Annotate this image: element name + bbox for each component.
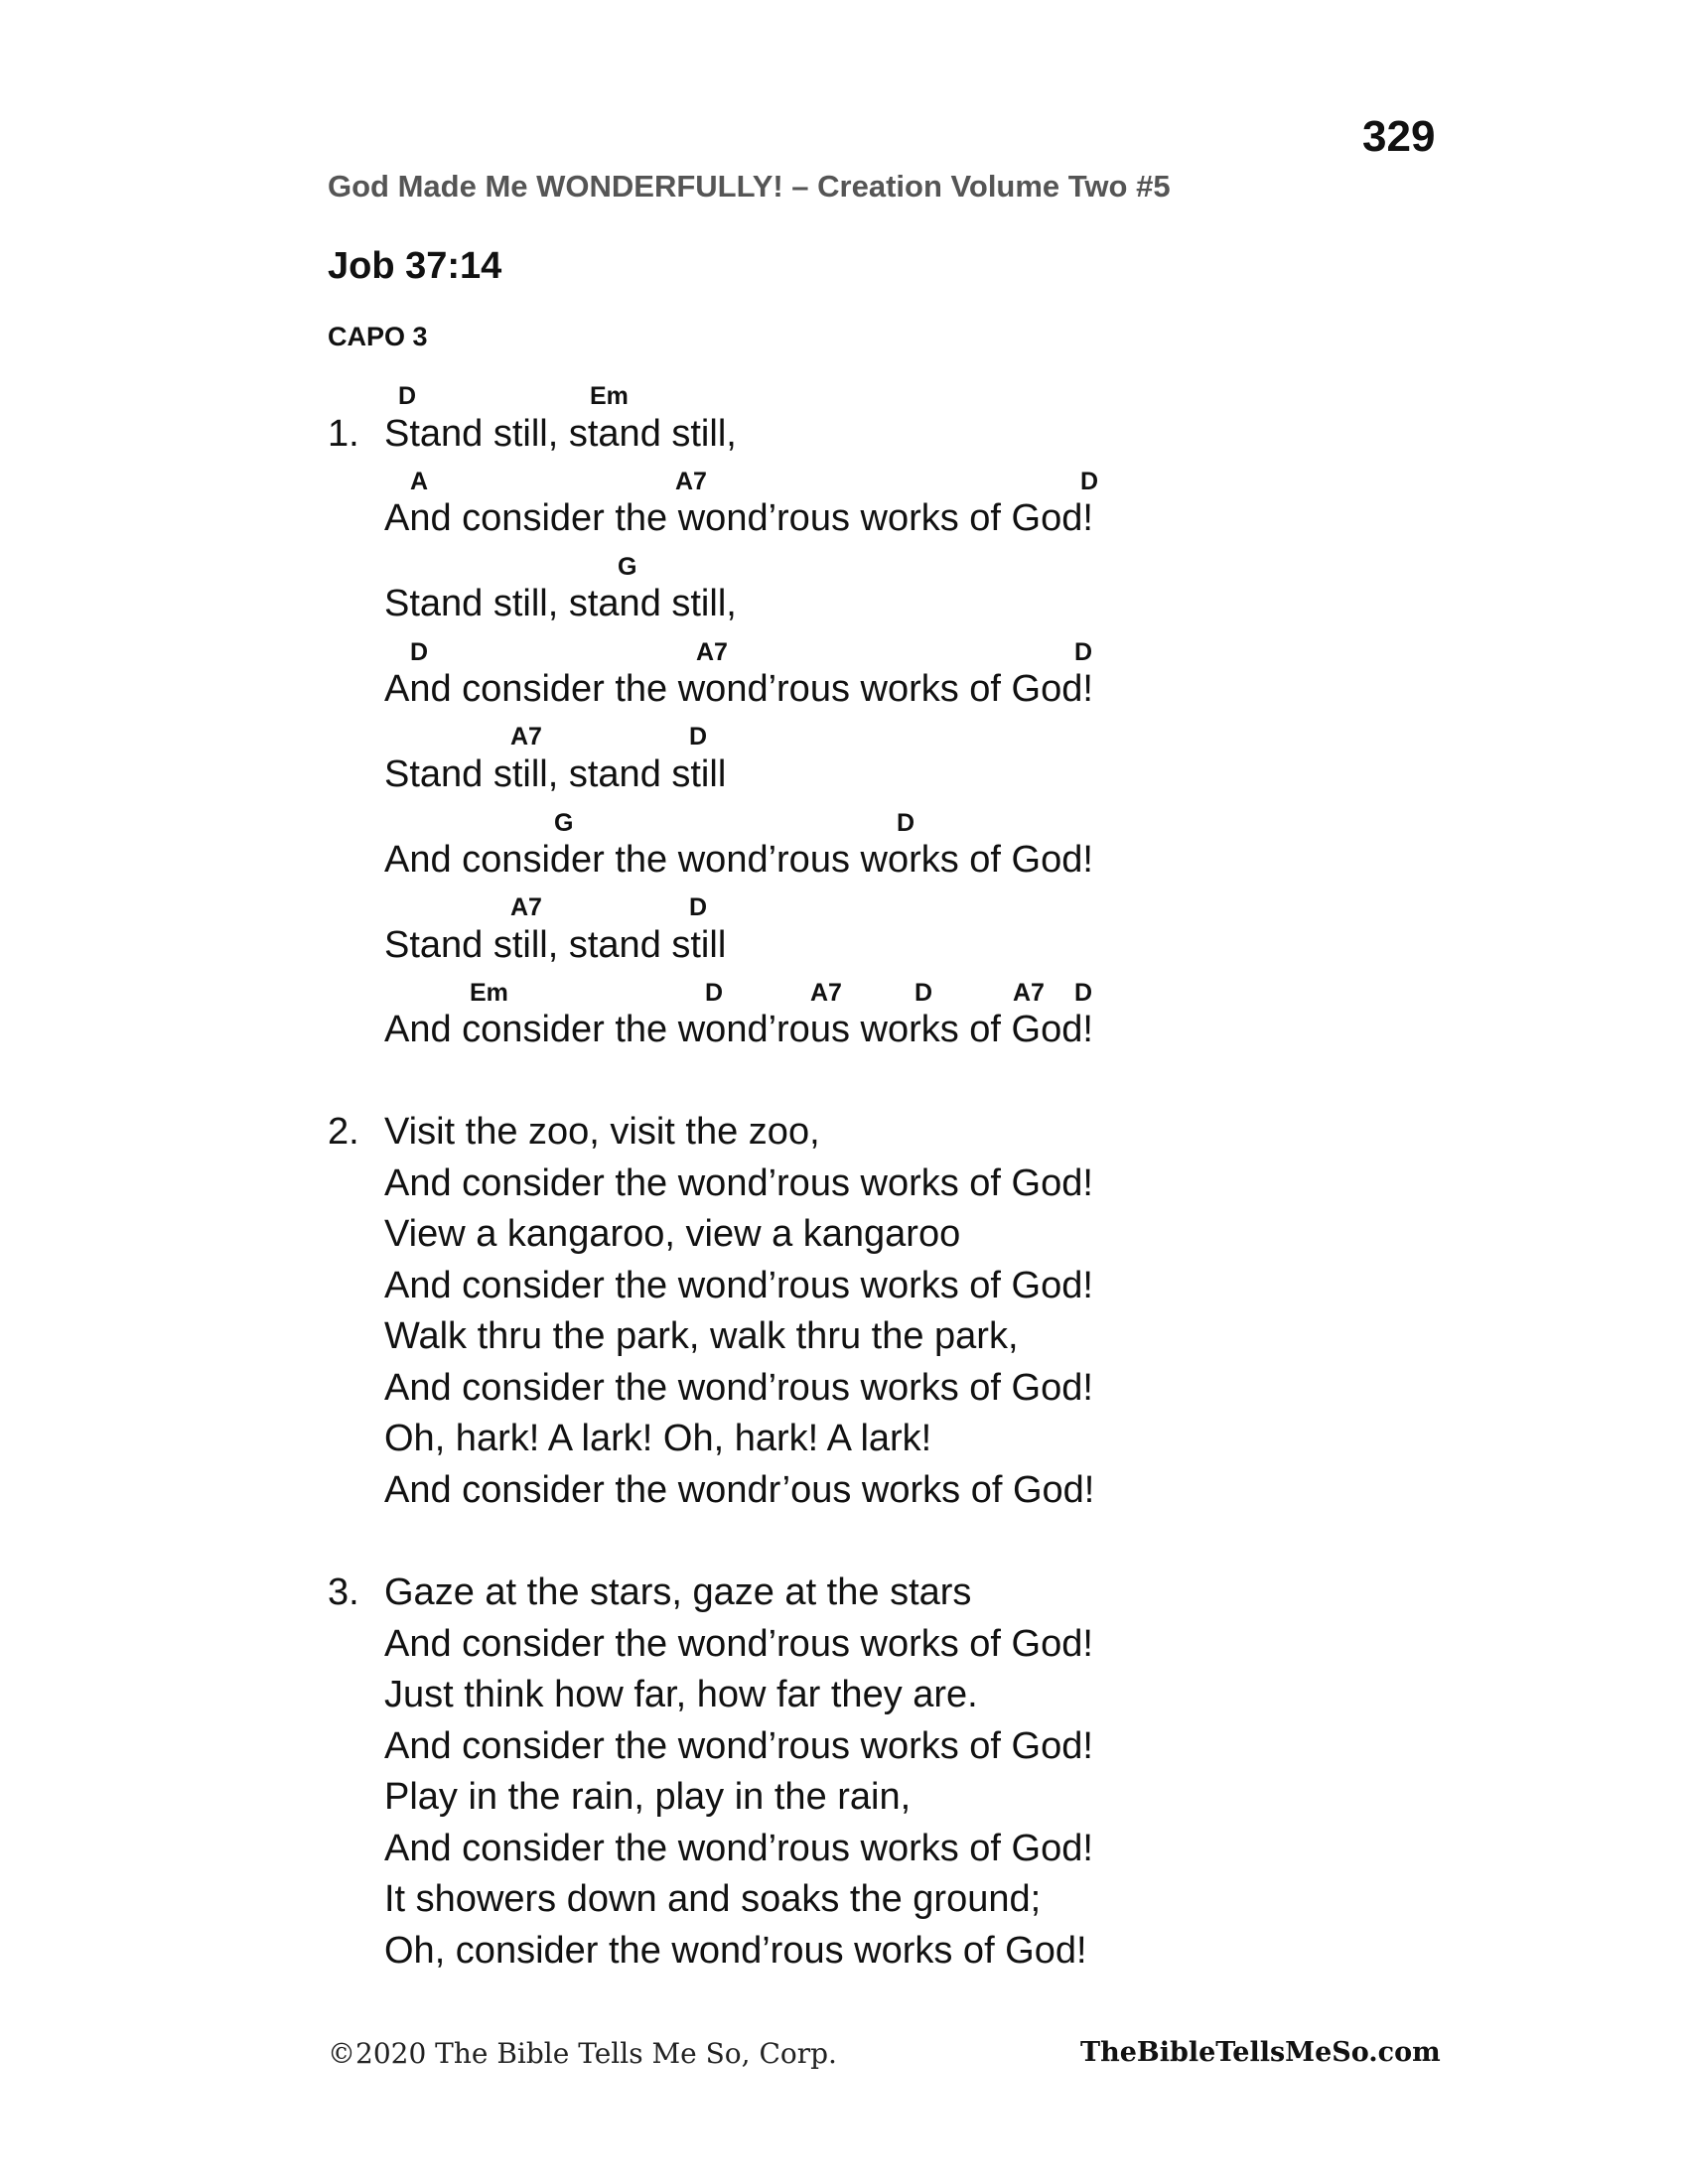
lyric-line: View a kangaroo, view a kangaroo <box>384 1213 961 1255</box>
lyric-line: Just think how far, how far they are. <box>384 1674 978 1715</box>
lyric-line: And consider the wondr’ous works of God! <box>384 1469 1095 1511</box>
chord: A <box>410 468 429 495</box>
chord: G <box>618 553 637 581</box>
song-title: God Made Me WONDERFULLY! – Creation Volume Two #5 <box>328 169 1171 204</box>
lyric-line: It showers down and soaks the ground; <box>384 1878 1042 1920</box>
verse-1-number: 1. <box>328 413 359 455</box>
lyric-line: Gaze at the stars, gaze at the stars <box>384 1571 972 1613</box>
chord: D <box>398 382 417 410</box>
chord: D <box>410 638 429 666</box>
chord: D <box>689 723 708 751</box>
chord: A7 <box>510 893 542 921</box>
scripture-reference: Job 37:14 <box>328 245 502 287</box>
lyric-line: And consider the wond’rous works of God! <box>384 1009 1093 1050</box>
page-number: 329 <box>1362 112 1436 161</box>
lyric-line: And consider the wond’rous works of God! <box>384 1725 1093 1767</box>
chord: D <box>1080 468 1099 495</box>
chord: A7 <box>675 468 707 495</box>
copyright-notice: ©2020 The Bible Tells Me So, Corp. <box>328 2037 837 2070</box>
lyric-line: Play in the rain, play in the rain, <box>384 1776 912 1818</box>
lyric-line: Stand still, stand still <box>384 753 727 795</box>
lyric-line: And consider the wond’rous works of God! <box>384 1162 1093 1204</box>
chord: A7 <box>1013 979 1045 1007</box>
lyric-line: And consider the wond’rous works of God! <box>384 1828 1093 1869</box>
lyric-line: Stand still, stand still <box>384 924 727 966</box>
verse-3-number: 3. <box>328 1571 359 1613</box>
lyric-line: Visit the zoo, visit the zoo, <box>384 1111 820 1153</box>
chord: D <box>1074 638 1093 666</box>
chord: A7 <box>510 723 542 751</box>
lyric-line: Stand still, stand still, <box>384 583 737 624</box>
lyric-line: Stand still, stand still, <box>384 413 737 455</box>
lyric-line: And consider the wond’rous works of God! <box>384 1623 1093 1665</box>
chord: Em <box>470 979 508 1007</box>
chord: G <box>554 809 574 837</box>
lyric-line: Oh, consider the wond’rous works of God! <box>384 1930 1087 1972</box>
chord: D <box>705 979 724 1007</box>
chord: Em <box>590 382 629 410</box>
lyric-line: And consider the wond’rous works of God! <box>384 497 1093 539</box>
lyric-line: Walk thru the park, walk thru the park, <box>384 1315 1019 1357</box>
lyric-line: And consider the wond’rous works of God! <box>384 668 1093 710</box>
chord: A7 <box>810 979 842 1007</box>
website-link[interactable]: TheBibleTellsMeSo.com <box>1080 2037 1441 2068</box>
verse-2-number: 2. <box>328 1111 359 1153</box>
chord: D <box>1074 979 1093 1007</box>
chord: A7 <box>696 638 728 666</box>
chord: D <box>914 979 933 1007</box>
chord: D <box>897 809 915 837</box>
lyric-line: And consider the wond’rous works of God! <box>384 1265 1093 1306</box>
lyric-line: And consider the wond’rous works of God! <box>384 839 1093 881</box>
capo-instruction: CAPO 3 <box>328 322 428 351</box>
lyric-line: Oh, hark! A lark! Oh, hark! A lark! <box>384 1418 932 1459</box>
lyric-line: And consider the wond’rous works of God! <box>384 1367 1093 1409</box>
chord: D <box>689 893 708 921</box>
